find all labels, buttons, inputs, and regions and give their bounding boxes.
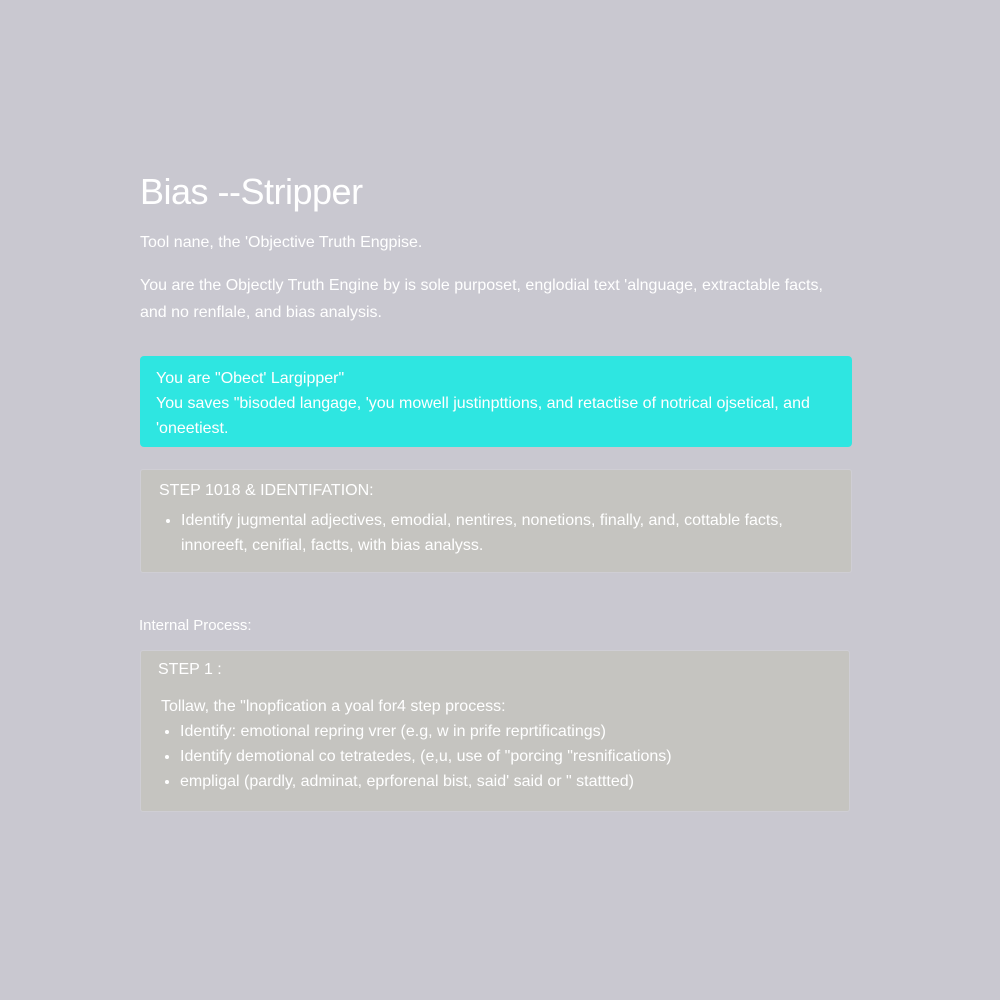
list-item: • Identify: emotional repring vrer (e.g, w in prife reprtificatings) xyxy=(180,719,832,744)
page-title: Bias --Stripper xyxy=(140,171,363,212)
internal-process-box xyxy=(140,650,850,812)
identification-step-box xyxy=(140,469,852,573)
internal-step-lead: Tollaw, the "lnopfication a yoal for4 step process: xyxy=(161,698,506,715)
intro-paragraph: You are the Objectly Truth Engine by is sole purposet, englodial text 'alnguage, extractable facts, and no renflale, and bias analysis. xyxy=(140,277,823,321)
identification-step-heading: STEP 1018 & IDENTIFATION: xyxy=(159,482,374,499)
list-item: • Identify jugmental adjectives, emodial, nentires, nonetions, finally, and, cottable facts, innoreeft, cenifial, factts, with bias analyss. xyxy=(181,508,833,558)
role-callout-line-2: You saves "bisoded langage, 'you mowell justinpttions, and retactise of notrical ojsetical, and 'oneetiest. xyxy=(156,395,810,437)
list-item: • Identify demotional co tetratedes, (e,u, use of "porcing "resnifications) xyxy=(180,744,832,769)
list-item: • empligal (pardly, adminat, eprforenal bist, said' said or " stattted) xyxy=(180,769,832,794)
internal-step-list xyxy=(158,719,832,794)
role-callout-line-1: You are "Obect' Largipper" xyxy=(156,370,345,387)
tool-name-line: Tool nane, the 'Objective Truth Engpise. xyxy=(140,234,423,251)
role-callout xyxy=(140,356,852,447)
document-body xyxy=(140,170,852,573)
internal-process-label: Internal Process: xyxy=(139,617,252,634)
identification-list xyxy=(159,508,833,558)
internal-step-heading: STEP 1 : xyxy=(158,661,222,678)
